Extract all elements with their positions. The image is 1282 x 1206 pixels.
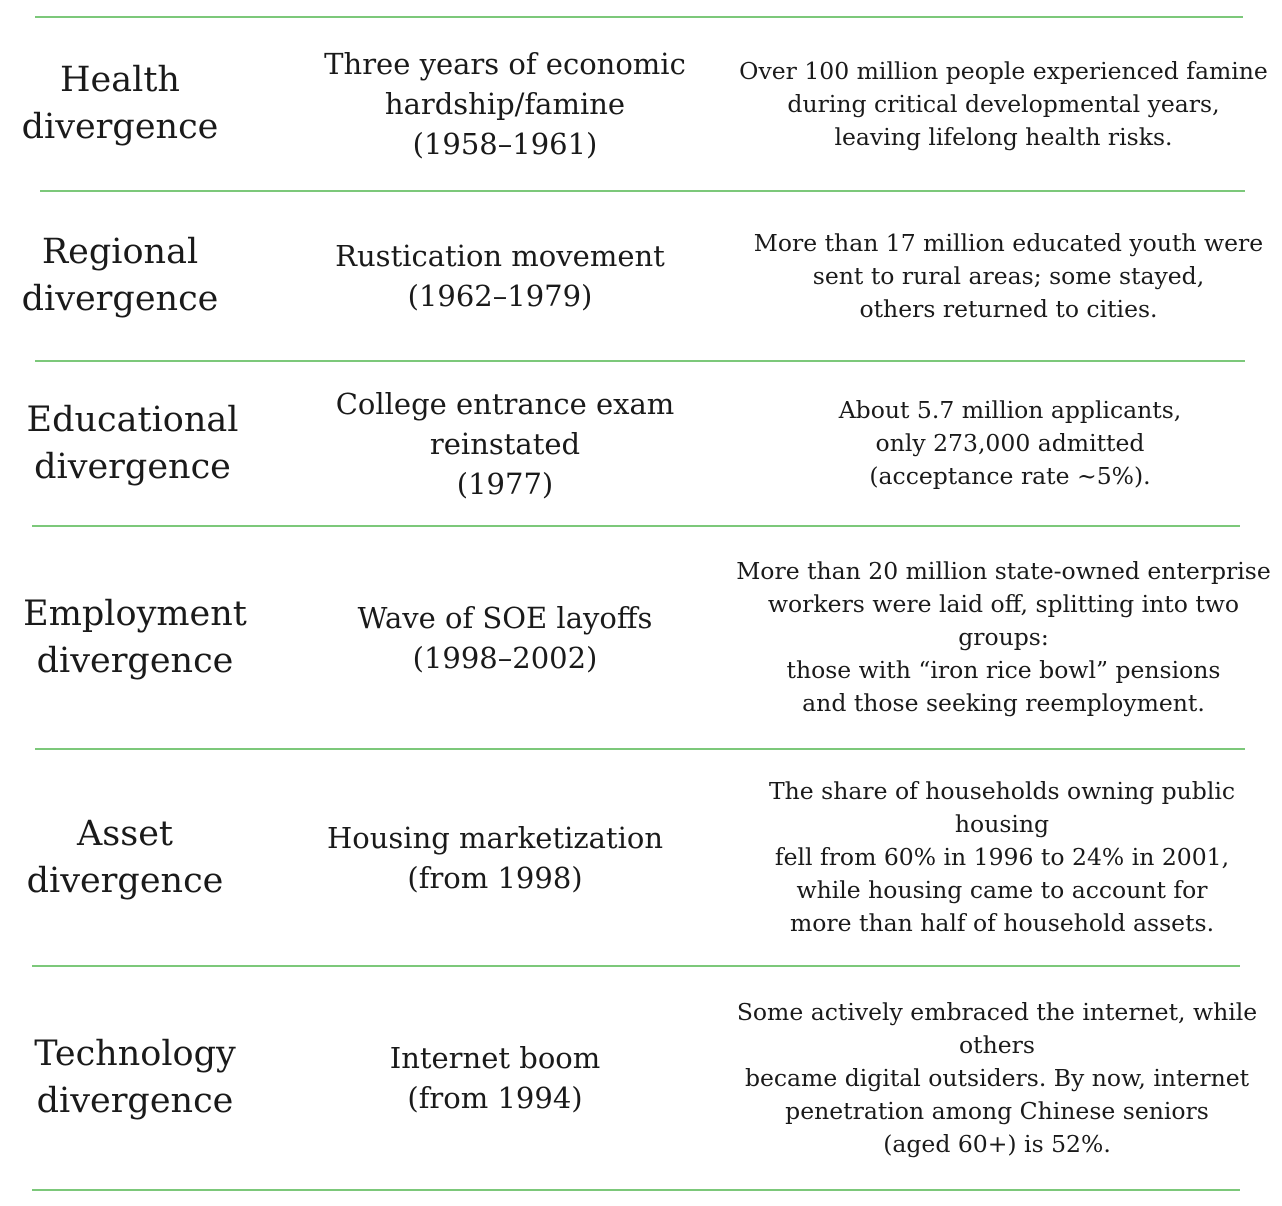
event-cell: Wave of SOE layoffs (1998–2002) <box>357 600 653 675</box>
impact-cell: Some actively embraced the internet, while others became digital outsiders. By now, internet penetration among Chinese seniors (aged 60+) is 52%. <box>736 997 1258 1158</box>
event-cell: Housing marketization (from 1998) <box>327 820 663 895</box>
category-cell: Asset divergence <box>26 813 224 901</box>
category-cell: Health divergence <box>21 60 219 147</box>
row-divider <box>32 1189 1240 1191</box>
impact-cell: More than 20 million state-owned enterprise workers were laid off, splitting into two groups: those with “iron rice bowl” pensions and those seeking reemployment. <box>736 557 1271 717</box>
category-cell: Educational divergence <box>26 399 239 487</box>
event-cell: College entrance exam reinstated (1977) <box>335 386 675 501</box>
category-cell: Employment divergence <box>23 593 247 681</box>
impact-cell: More than 17 million educated youth were sent to rural areas; some stayed, others returned to cities. <box>753 228 1264 323</box>
impact-cell: The share of households owning public housing fell from 60% in 1996 to 24% in 2001, while housing came to account for more than half of household assets. <box>768 777 1236 937</box>
event-cell: Rustication movement (1962–1979) <box>335 239 665 313</box>
event-cell: Three years of economic hardship/famine (1958–1961) <box>324 47 686 161</box>
event-cell: Internet boom (from 1994) <box>389 1041 601 1115</box>
impact-cell: Over 100 million people experienced famine during critical developmental years, leaving lifelong health risks. <box>739 56 1268 151</box>
impact-cell: About 5.7 million applicants, only 273,000 admitted (acceptance rate ~5%). <box>838 396 1182 490</box>
category-cell: Regional divergence <box>21 232 219 319</box>
category-cell: Technology divergence <box>34 1034 236 1121</box>
